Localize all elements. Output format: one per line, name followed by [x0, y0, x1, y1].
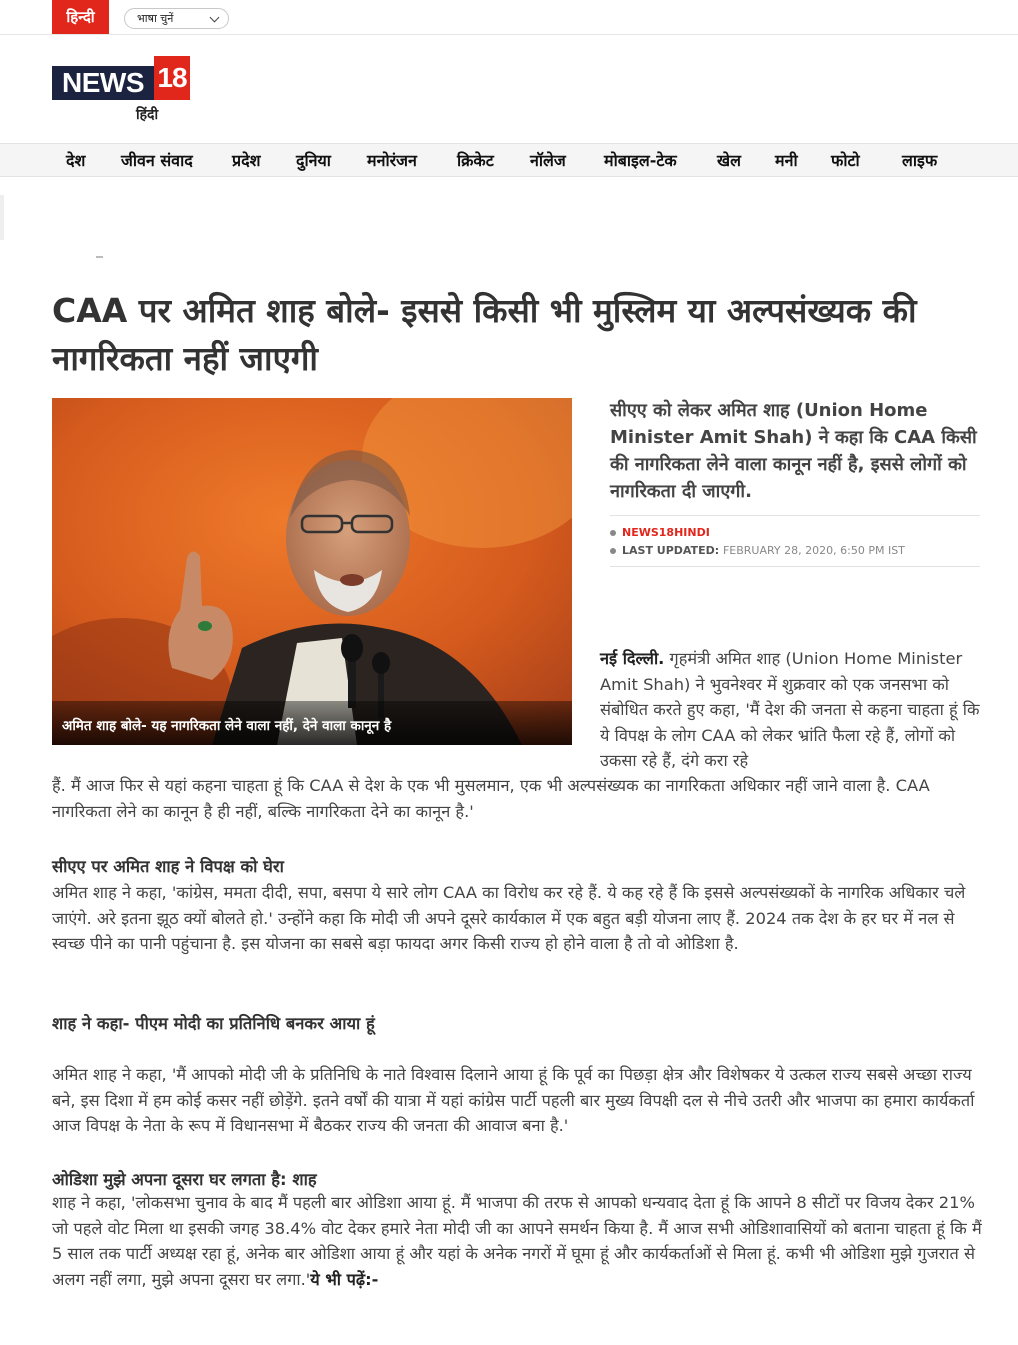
last-updated-value: FEBRUARY 28, 2020, 6:50 PM IST: [722, 544, 905, 557]
article-headline: CAA पर अमित शाह बोले- इससे किसी भी मुस्लिम या अल्पसंख्यक की नागरिकता नहीं जाएगी: [52, 291, 917, 378]
last-updated-label: LAST UPDATED:: [622, 544, 720, 557]
read-also-link[interactable]: ये भी पढ़ें:-: [310, 1269, 379, 1289]
meta-updated-row: [610, 544, 905, 557]
bullet-icon: [610, 548, 616, 554]
subheading-2: शाह ने कहा- पीएम मोदी का प्रतिनिधि बनकर आया हूं: [52, 1014, 375, 1033]
article-hero-image[interactable]: [52, 398, 572, 745]
logo-18-text: 18: [154, 56, 190, 100]
breadcrumb-mark: [96, 256, 103, 258]
nav-item-mobile-tech[interactable]: मोबाइल-टेक: [604, 151, 677, 170]
paragraph-4-text: शाह ने कहा, 'लोकसभा चुनाव के बाद मैं पहली बार ओडिशा आया हूं. मैं भाजपा की तरफ से आपको धन्यवाद देता हूं कि आपने 8 सीटों पर विजय देकर 21% जो पहले वोट मिला था इसकी जगह 38.4% वोट देकर हमारे नेता मोदी जी का आपने समर्थन किया है. मैं आज सभी ओडिशावासियों को बताना चाहता हूं कि मैं 5 साल तक पार्टी अध्यक्ष रहा हूं, अनेक बार ओडिशा आया हूं और यहां के अनेक नगरों में घूमा हूं और कार्यकर्ताओं से मिला हूं. कभी भी ओडिशा मुझे गुजरात से अलग नहीं लगा, मुझे अपना दूसरा घर लगा.': [52, 1193, 982, 1289]
subheading-1: सीएए पर अमित शाह ने विपक्ष को घेरा: [52, 857, 284, 876]
source-link[interactable]: NEWS18HINDI: [622, 526, 710, 539]
paragraph-1-start: [600, 646, 985, 774]
left-edge-strip: [0, 195, 4, 240]
main-nav: [0, 143, 1018, 177]
subheading-3: ओडिशा मुझे अपना दूसरा घर लगता है: शाह: [52, 1170, 317, 1189]
nav-item-pradesh[interactable]: प्रदेश: [232, 151, 261, 170]
speaker-photo-illustration: [52, 398, 572, 745]
dateline: नई दिल्ली.: [600, 649, 665, 668]
nav-item-knowledge[interactable]: नॉलेज: [530, 151, 566, 170]
meta-divider: [610, 566, 980, 567]
image-caption: अमित शाह बोले- यह नागरिकता लेने वाला नहीं, देने वाला कानून है: [52, 701, 572, 745]
paragraph-4: [52, 1190, 987, 1292]
meta-source-row: [610, 526, 710, 539]
logo-news-text: NEWS: [52, 66, 154, 100]
nav-item-cricket[interactable]: क्रिकेट: [457, 151, 494, 170]
paragraph-2: अमित शाह ने कहा, 'कांग्रेस, ममता दीदी, सपा, बसपा ये सारे लोग CAA का विरोध कर रहे हैं. ये कह रहे हैं कि इससे अल्पसंख्यकों के नागरिक अधिकार चले जाएंगे. अरे इतना झूठ क्यों बोलते हो.' उन्होंने कहा कि मोदी जी अपने दूसरे कार्यकाल में एक बहुत बड़ी योजना लाए हैं. 2024 तक देश के हर घर में नल से स्वच्छ पीने का पानी पहुंचाना है. इस योजना का सबसे बड़ा फायदा अगर किसी राज्य हो होने वाला है तो वो ओडिशा है.: [52, 883, 966, 953]
paragraph-1-start-text: गृहमंत्री अमित शाह (Union Home Minister Amit Shah) ने भुवनेश्वर में शुक्रवार को एक जनसभा को संबोधित करते हुए कहा, 'मैं देश की जनता से कहना चाहता हूं कि ये विपक्ष के लोग CAA को लेकर भ्रांति फैला रहे हैं, लोगों को उकसा रहे हैं, दंगे करा रहे: [600, 649, 980, 770]
bullet-icon: [610, 530, 616, 536]
logo-hindi-text: हिंदी: [136, 107, 159, 123]
hindi-edition-tab[interactable]: हिन्दी: [52, 0, 109, 34]
nav-item-jeevan-samvad[interactable]: जीवन संवाद: [121, 151, 193, 170]
nav-item-duniya[interactable]: दुनिया: [296, 151, 331, 170]
nav-item-desh[interactable]: देश: [66, 151, 86, 170]
nav-item-khel[interactable]: खेल: [717, 151, 741, 170]
chevron-down-icon: [210, 13, 220, 23]
nav-item-money[interactable]: मनी: [775, 151, 798, 170]
paragraph-1-end: हैं. मैं आज फिर से यहां कहना चाहता हूं कि CAA से देश के एक भी मुसलमान, एक भी अल्पसंख्यक का नागरिकता अधिकार नहीं जाने वाला है. CAA नागरिकता लेने का कानून है ही नहीं, बल्कि नागरिकता देने का कानून है.': [52, 776, 930, 821]
news18-logo[interactable]: [52, 56, 189, 126]
nav-item-photo[interactable]: फोटो: [831, 151, 860, 170]
meta-divider: [610, 515, 980, 516]
language-select-label: भाषा चुनें: [137, 12, 174, 25]
paragraph-3: अमित शाह ने कहा, 'मैं आपको मोदी जी के प्रतिनिधि के नाते विश्वास दिलाने आया हूं कि पूर्व का पिछड़ा क्षेत्र और विशेषकर ये उत्कल राज्य सबसे अच्छा राज्य बने, इस दिशा में हम कोई कसर नहीं छोड़ेंगे. इतने वर्षों की यात्रा में यहां कांग्रेस पार्टी पहली बार मुख्य विपक्षी दल से नीचे उतरी और भाजपा का हमारा कार्यकर्ता आज विपक्ष के नेता के रूप में विधानसभा में बैठकर राज्य की जनता की आवाज बना है.': [52, 1065, 975, 1135]
nav-item-manoranjan[interactable]: मनोरंजन: [367, 151, 417, 170]
language-select[interactable]: [124, 8, 229, 29]
top-bar: [0, 0, 1018, 35]
article-synopsis: सीएए को लेकर अमित शाह (Union Home Minister Amit Shah) ने कहा कि CAA किसी की नागरिकता लेने वाला कानून नहीं है, इससे लोगों को नागरिकता दी जाएगी.: [610, 400, 977, 502]
nav-item-life[interactable]: लाइफ: [902, 151, 938, 170]
